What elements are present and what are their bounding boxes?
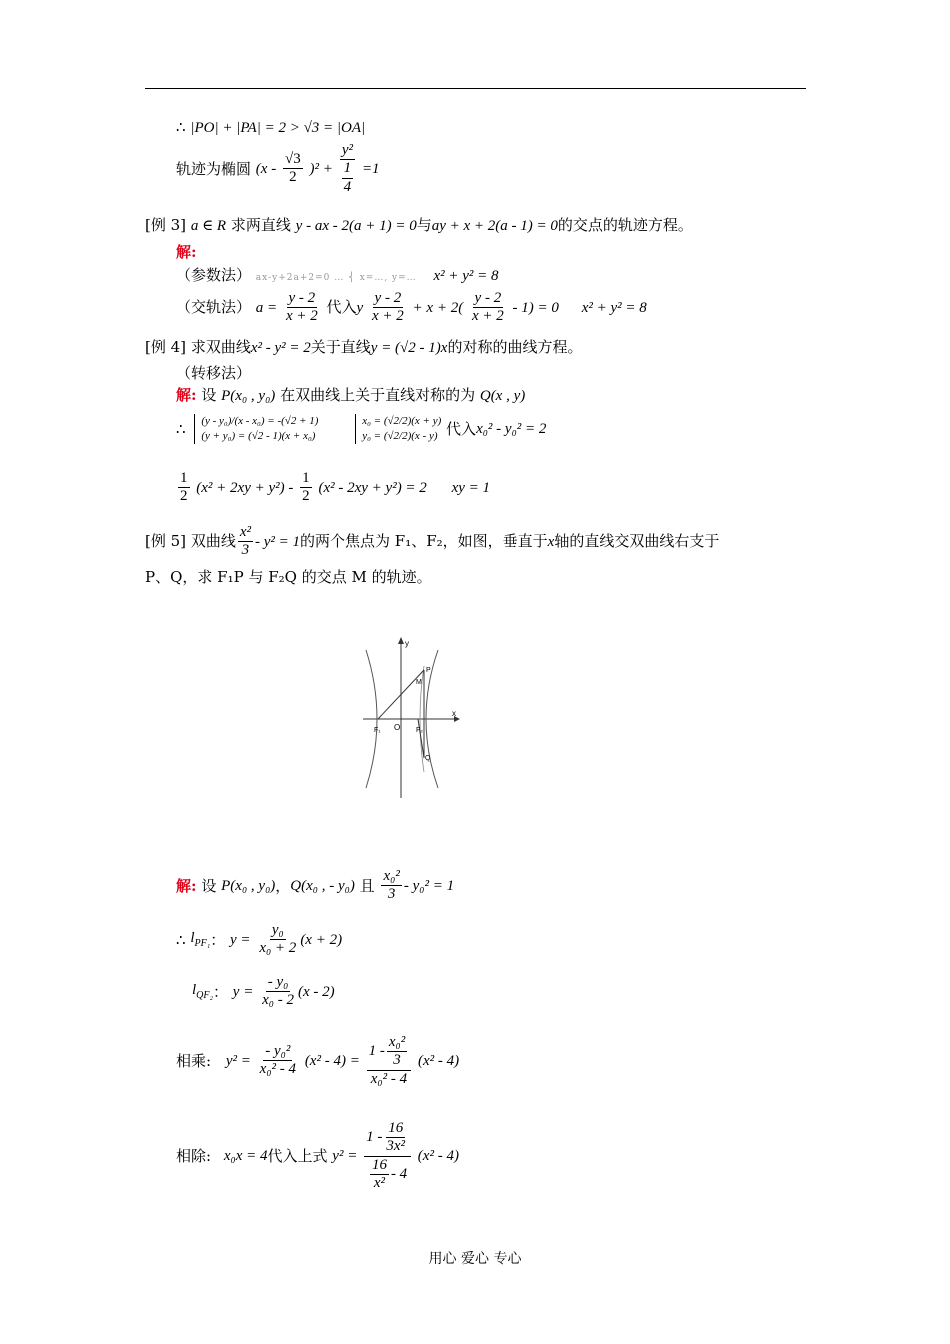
P-label: P [426, 667, 431, 674]
line-F2Q [418, 719, 424, 758]
x-label: x [452, 709, 456, 718]
origin-label: O [394, 723, 401, 732]
M-label: M [416, 679, 422, 686]
ex4-expansion: $\frac{1}{2}$ (x² + 2xy + y²) - $\frac{1}{2}$ (x² - 2xy + y²) = 2 xy = 1 [180, 470, 491, 505]
ex3-statement: [例 3] a ∈ R 求两直线 y - ax - 2(a + 1) = 0与ay + x + 2(a - 1) = 0的交点的轨迹方程。 [145, 216, 693, 234]
header-rule [145, 88, 806, 89]
ex4-method: （转移法） [176, 364, 252, 382]
ex4-statement: [例 4] 求双曲线x² - y² = 2关于直线y = (√2 - 1)x的对称的曲线方程。 [145, 338, 583, 356]
ex3-solution-label: 解: [176, 243, 197, 261]
F2-label: F₂ [416, 727, 423, 734]
ex3-intersection-method: （交轨法） a = $\frac{y - 2}{x + 2}$ 代入y $\frac{y - 2}{x + 2}$ + x + 2( $\frac{y - 2}{x + 2}$ - 1) = 0 x² + y² = 8 [176, 290, 647, 325]
ex4-systems: ∴ (y - y₀)/(x - x₀) = -(√2 + 1) (y + y₀) = (√2 - 1)(x + x₀) x₀ = (√2/2)(x + y) y₀ = (√2/2)(x - y) 代入x₀² - y₀² = 2 [176, 415, 547, 442]
ex2-inequality: ∴ |PO| + |PA| = 2 > √3 = |OA| [176, 118, 366, 136]
Q-label: Q [425, 755, 431, 762]
ex3-parameter-method: （参数法） ax-y+2a+2=0 … ⎨ x=…, y=… x² + y² = 8 [176, 266, 499, 284]
ex4-system-1: (y - y₀)/(x - x₀) = -(√2 + 1) (y + y₀) = (√2 - 1)(x + x₀) [194, 414, 318, 444]
y-axis-arrow [398, 637, 404, 644]
y-label: y [405, 639, 409, 648]
page-footer: 用心 爱心 专心 [428, 1251, 522, 1267]
ex5-statement: [例 5] 双曲线 $\frac{\text{x²}}{3}$ - y² = 1的两个焦点为 F₁、F₂，如图，垂直于x轴的直线交双曲线右支于 [145, 524, 720, 559]
parameter-method-faint-formula: ax-y+2a+2=0 … ⎨ x=…, y=… [255, 273, 417, 283]
ex4-solution-intro: 解: 设 P(x₀ , y₀) 在双曲线上关于直线对称的为 Q(x , y) [176, 386, 526, 404]
ex5-line-QF2: $l_{QF_2}$： y = $\frac{\text{- y₀}}{\text{x₀ - 2}}$ (x - 2) [192, 974, 335, 1009]
ex5-divide: 相除: x₀x = 4代入上式 y² = 1 - $\frac{16}{\text{3x²}}$ $\frac{16}{\text{x²}}$ - 4 (x² - 4) [176, 1120, 459, 1191]
ex2-ellipse-equation: 轨迹为椭圆 (x - $\frac{√3}{2}$ )² + $\frac{\text{y²}}{\frac{1}{4}}$ =1 [176, 142, 380, 195]
ex5-solution-intro: 解: 设 P(x₀ , y₀)，Q(x₀ , - y₀) 且 $\frac{\text{x₀²}}{3}$ - y₀² = 1 [176, 868, 455, 903]
F1-label: F₁ [374, 727, 381, 734]
ex5-multiply: 相乘: y² = $\frac{\text{- y₀²}}{\text{x₀² - 4}}$ (x² - 4) = 1 - $\frac{\text{x₀²}}{3}$ x₀² - 4 (x² - 4) [176, 1034, 460, 1087]
ex4-system-2: x₀ = (√2/2)(x + y) y₀ = (√2/2)(x - y) [355, 414, 441, 444]
ex5-statement-cont: P、Q，求 F₁P 与 F₂Q 的交点 M 的轨迹。 [145, 568, 432, 586]
ex5-line-PF1: ∴ $l_{PF_1}$： y = $\frac{\text{y₀}}{\text{x₀ + 2}}$ (x + 2) [176, 922, 343, 957]
hyperbola-figure [358, 632, 468, 802]
